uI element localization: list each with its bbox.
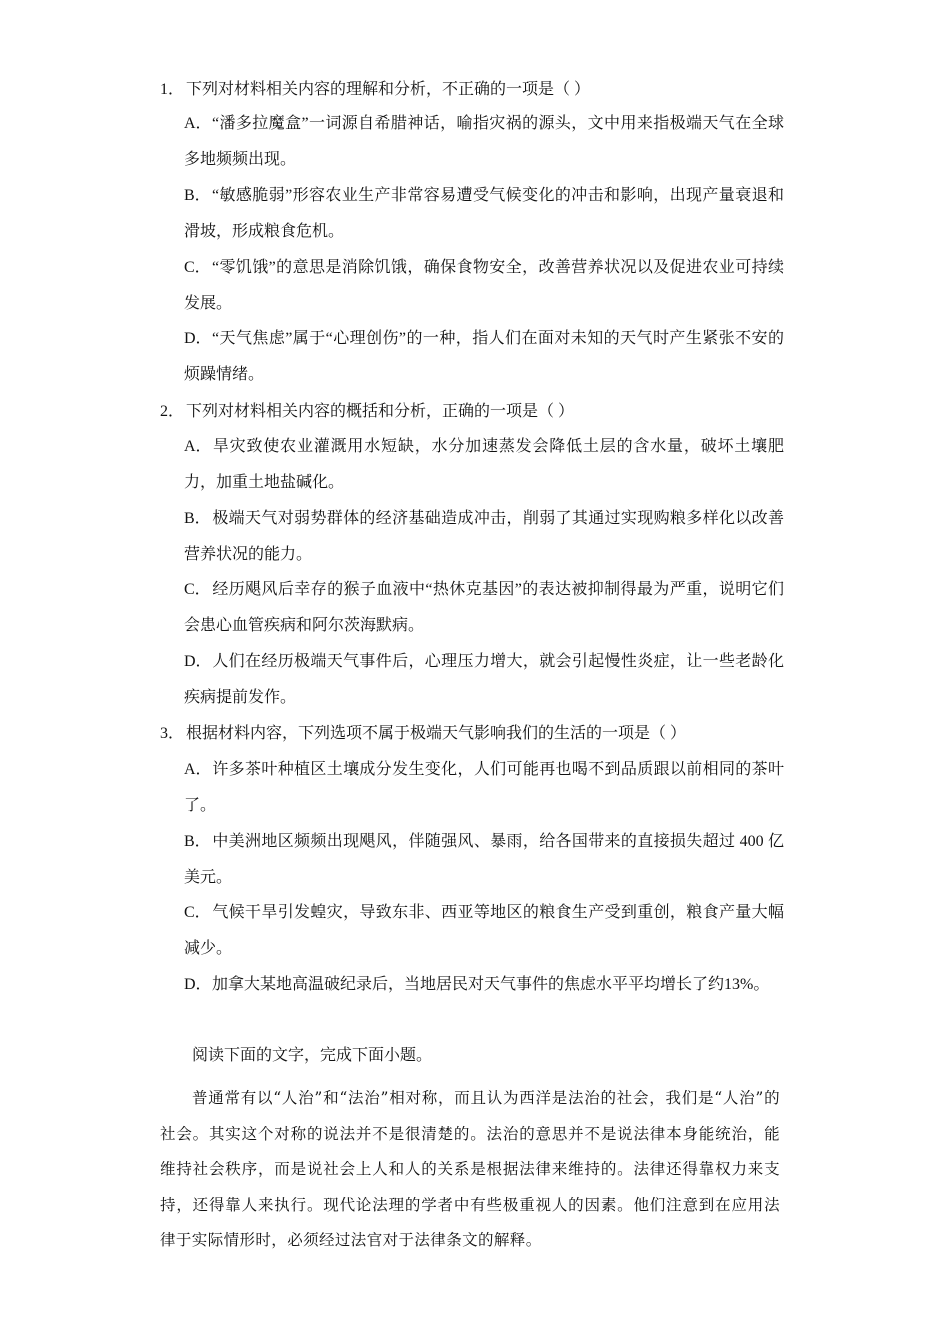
- question-number: 3．: [160, 725, 185, 742]
- question-text: 下列对材料相关内容的理解和分析，不正确的一项是（ ）: [186, 81, 591, 98]
- option-text: “零饥饿”的意思是消除饥饿，确保食物安全，改善营养状况以及促进农业可持续发展。: [184, 259, 784, 312]
- option-letter: B．: [184, 510, 211, 527]
- question-2-option-a: [184, 429, 784, 501]
- option-text: “敏感脆弱”形容农业生产非常容易遭受气候变化的冲击和影响，出现产量衰退和滑坡，形成粮食危机。: [184, 187, 784, 240]
- question-2-option-d: [184, 644, 784, 716]
- option-text: 旱灾致使农业灌溉用水短缺，水分加速蒸发会降低土层的含水量，破坏土壤肥力，加重土地盐碱化。: [184, 438, 784, 491]
- question-number: 2．: [160, 403, 185, 420]
- option-letter: A．: [184, 761, 212, 778]
- option-text: “潘多拉魔盒”一词源自希腊神话，喻指灾祸的源头，文中用来指极端天气在全球多地频频出现。: [184, 115, 784, 168]
- question-3-option-b: [184, 824, 784, 896]
- option-letter: B．: [184, 833, 211, 850]
- option-text: 气候干旱引发蝗灾，导致东非、西亚等地区的粮食生产受到重创，粮食产量大幅减少。: [184, 904, 784, 957]
- question-3-stem: [160, 724, 686, 744]
- question-1-option-b: [184, 178, 784, 250]
- option-letter: D．: [184, 976, 212, 993]
- question-2-stem: [160, 402, 574, 422]
- option-letter: D．: [184, 330, 212, 347]
- question-2-option-c: [184, 572, 784, 644]
- question-text: 根据材料内容，下列选项不属于极端天气影响我们的生活的一项是（ ）: [186, 725, 687, 742]
- option-letter: D．: [184, 653, 212, 670]
- option-letter: A．: [184, 438, 212, 455]
- question-1-stem: [160, 80, 590, 100]
- question-text: 下列对材料相关内容的概括和分析，正确的一项是（ ）: [186, 403, 575, 420]
- option-letter: C．: [184, 904, 211, 921]
- option-text: “天气焦虑”属于“心理创伤”的一种，指人们在面对未知的天气时产生紧张不安的烦躁情绪。: [184, 330, 784, 383]
- option-text: 人们在经历极端天气事件后，心理压力增大，就会引起慢性炎症，让一些老龄化疾病提前发作。: [184, 653, 784, 706]
- reading-passage: 普通常有以“人治”和“法治”相对称，而且认为西洋是法治的社会，我们是“人治”的社会。其实这个对称的说法并不是很清楚的。法治的意思并不是说法律本身能统治，能维持社会秩序，而是说社会上人和人的关系是根据法律来维持的。法律还得靠权力来支持，还得靠人来执行。现代论法理的学者中有些极重视人的因素。他们注意到在应用法律于实际情形时，必须经过法官对于法律条文的解释。: [160, 1089, 780, 1249]
- question-1-option-a: [184, 106, 784, 178]
- option-text: 加拿大某地高温破纪录后，当地居民对天气事件的焦虑水平平均增长了约13%。: [212, 976, 770, 993]
- reading-instruction: 阅读下面的文字，完成下面小题。: [192, 1047, 433, 1064]
- question-3-option-a: [184, 752, 784, 824]
- option-text: 极端天气对弱势群体的经济基础造成冲击，削弱了其通过实现购粮多样化以改善营养状况的能力。: [184, 510, 784, 563]
- question-3-option-d: [184, 967, 784, 1003]
- option-letter: C．: [184, 259, 211, 276]
- option-letter: B．: [184, 187, 211, 204]
- question-1-option-d: [184, 321, 784, 393]
- question-1-option-c: [184, 250, 784, 322]
- option-letter: A．: [184, 115, 212, 132]
- question-2-option-b: [184, 501, 784, 573]
- question-number: 1．: [160, 81, 185, 98]
- question-3-option-c: [184, 895, 784, 967]
- option-text: 中美洲地区频频出现飓风，伴随强风、暴雨，给各国带来的直接损失超过 400 亿美元。: [184, 833, 784, 886]
- option-letter: C．: [184, 581, 211, 598]
- option-text: 许多茶叶种植区土壤成分发生变化，人们可能再也喝不到品质跟以前相同的茶叶了。: [184, 761, 784, 814]
- option-text: 经历飓风后幸存的猴子血液中“热休克基因”的表达被抑制得最为严重，说明它们会患心血管疾病和阿尔茨海默病。: [184, 581, 784, 634]
